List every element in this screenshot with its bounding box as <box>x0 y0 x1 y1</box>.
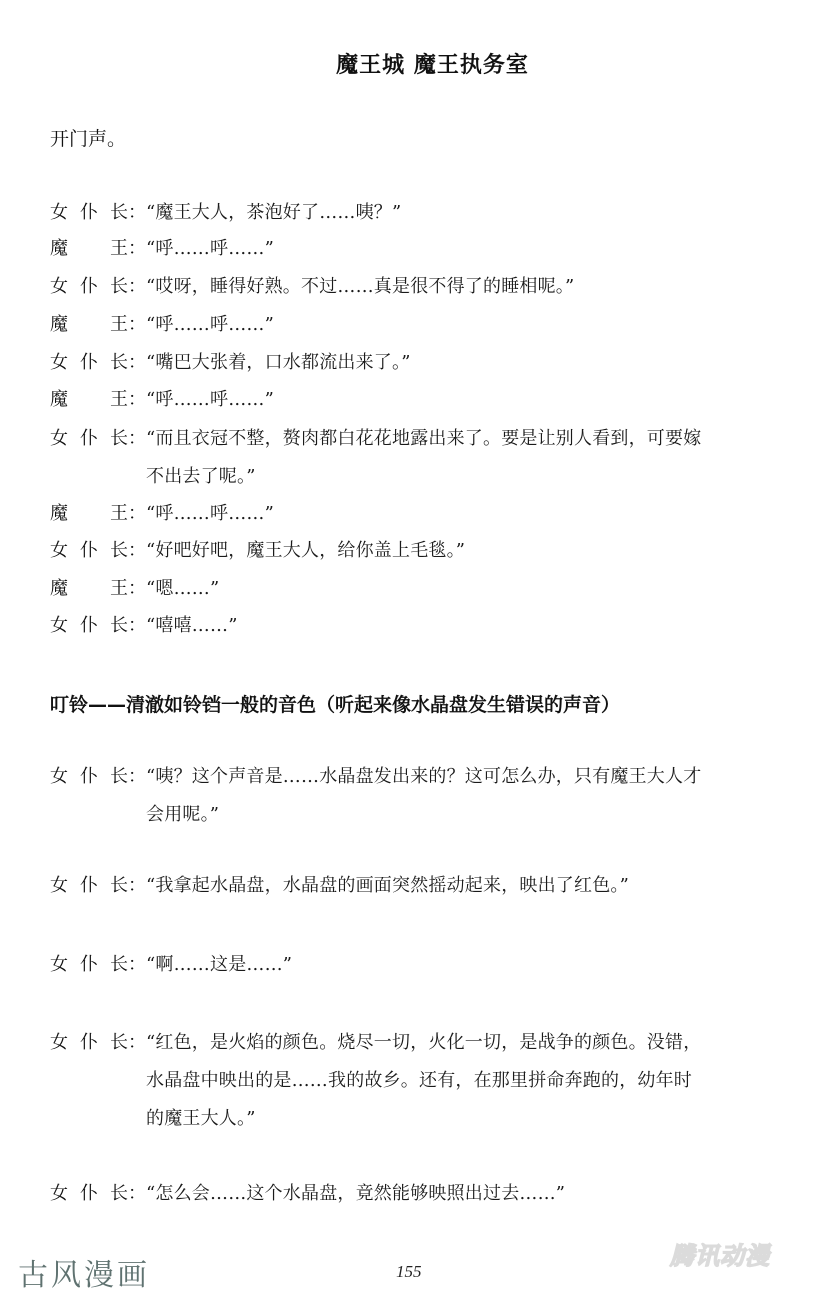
speaker-label: 魔 王： <box>50 238 146 259</box>
speaker-label: 女 仆 长： <box>50 1183 146 1204</box>
speech-text: “嘻嘻……” <box>146 615 238 636</box>
dialogue-line <box>50 532 780 570</box>
speech-text: “怎么会……这个水晶盘，竟然能够映照出过去……” <box>146 1183 566 1204</box>
speech-text: “嗯……” <box>146 578 220 599</box>
dialogue-line <box>50 381 780 419</box>
dialogue-line <box>50 1024 780 1138</box>
speech-text: “呼……呼……” <box>146 389 275 410</box>
dialogue-line <box>50 306 780 344</box>
page-title: 魔王城 魔王执务室 <box>336 53 529 78</box>
dialogue-line <box>50 344 780 382</box>
speaker-label: 魔 王： <box>50 578 146 599</box>
dialogue-line <box>50 420 780 496</box>
dialogue-line <box>50 194 780 232</box>
speech-text: “哎呀，睡得好熟。不过……真是很不得了的睡相呢。” <box>146 276 575 297</box>
speech-text: “魔王大人，茶泡好了……咦？” <box>146 202 402 223</box>
scene-heading-chime: 叮铃——清澈如铃铛一般的音色（听起来像水晶盘发生错误的声音） <box>50 694 621 716</box>
speaker-label: 女 仆 长： <box>50 875 146 896</box>
speech-text: “啊……这是……” <box>146 954 293 975</box>
speaker-label: 女 仆 长： <box>50 428 146 449</box>
speech-text: “我拿起水晶盘，水晶盘的画面突然摇动起来，映出了红色。” <box>146 875 630 896</box>
site-logo-gufeng: 古风漫画 <box>18 1258 150 1293</box>
speech-text: “嘴巴大张着，口水都流出来了。” <box>146 352 411 373</box>
dialogue-line <box>50 867 780 905</box>
dialogue-line <box>50 758 780 834</box>
tencent-comic-watermark: 腾讯动漫 <box>670 1242 770 1270</box>
speaker-label: 女 仆 长： <box>50 1032 146 1053</box>
speech-text: “呼……呼……” <box>146 314 275 335</box>
speaker-label: 女 仆 长： <box>50 954 146 975</box>
speaker-label: 女 仆 长： <box>50 766 146 787</box>
speech-text: “红色，是火焰的颜色。烧尽一切，火化一切，是战争的颜色。没错， 水晶盘中映出的是……我的故乡。还有，在那里拼命奔跑的，幼年时 的魔王大人。” <box>146 1032 702 1129</box>
dialogue-line <box>50 1175 780 1213</box>
scene-heading-door-sound: 开门声。 <box>50 128 127 150</box>
dialogue-line <box>50 495 780 533</box>
speaker-label: 女 仆 长： <box>50 202 146 223</box>
dialogue-line <box>50 230 780 268</box>
speaker-label: 魔 王： <box>50 314 146 335</box>
dialogue-line <box>50 946 780 984</box>
dialogue-line <box>50 570 780 608</box>
speaker-label: 女 仆 长： <box>50 276 146 297</box>
speech-text: “咦？这个声音是……水晶盘发出来的？这可怎么办，只有魔王大人才 会用呢。” <box>146 766 702 825</box>
speech-text: “好吧好吧，魔王大人，给你盖上毛毯。” <box>146 540 466 561</box>
dialogue-line <box>50 268 780 306</box>
speaker-label: 女 仆 长： <box>50 540 146 561</box>
speech-text: “呼……呼……” <box>146 238 275 259</box>
speech-text: “呼……呼……” <box>146 503 275 524</box>
speaker-label: 魔 王： <box>50 503 146 524</box>
page-number: 155 <box>396 1262 422 1281</box>
dialogue-line <box>50 607 780 645</box>
speaker-label: 女 仆 长： <box>50 352 146 373</box>
speaker-label: 女 仆 长： <box>50 615 146 636</box>
speaker-label: 魔 王： <box>50 389 146 410</box>
speech-text: “而且衣冠不整，赘肉都白花花地露出来了。要是让别人看到，可要嫁 不出去了呢。” <box>146 428 702 487</box>
